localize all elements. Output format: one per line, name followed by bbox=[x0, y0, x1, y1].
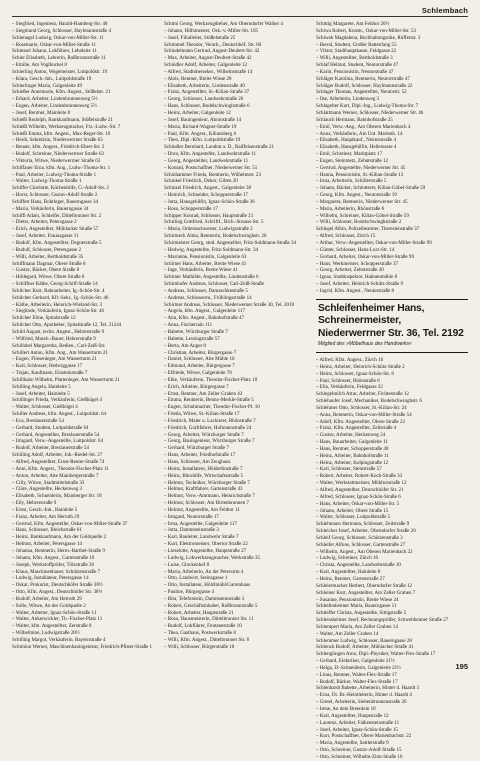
directory-entry: – Gretel, Arbeiterin, Siebenbrunnenstraße 26 bbox=[316, 699, 407, 706]
directory-entry: – Trajan, Kaufmann, Einsteinstraße 7 bbox=[12, 370, 88, 377]
directory-entry: – Siegmund Georg, Schlosser, Haylmannstraße 4 bbox=[12, 27, 112, 34]
directory-entry: – Erhard, Arbeiter, Lindenbrunnenweg 5½ bbox=[12, 96, 98, 103]
directory-entry: – Ludwig, Schreiner, Zürch 16 bbox=[316, 555, 379, 562]
directory-entry: Schleiermacher Herbert, Oberndorfer Straße 12 bbox=[316, 582, 412, 589]
directory-entry: Schlempert Maria, Am Zeller Graben 14 bbox=[316, 623, 398, 630]
directory-entry: Schießl Rudolph, Bankkaufmann, Stößelstraße 21 bbox=[12, 116, 113, 123]
advertisement-member-note: Mitglied des »Möbelhaus des Handwerks« bbox=[318, 340, 412, 347]
directory-entry: – Elisabeth, Arbeiterin, Lindenstraße 40 bbox=[164, 82, 245, 89]
directory-entry: – Rudolf, Arbeiter, Breslauerstraße 54 bbox=[12, 445, 89, 452]
directory-entry: – Alfred, Angestellter, Ernst-Reuter-Straße 74 bbox=[12, 459, 105, 465]
directory-entry: – Dora, Kfm. Angestellte, Landwehrstraße 11 bbox=[164, 151, 257, 158]
directory-entry: – Georg, Arbeiter, Zehntstraße 30 bbox=[316, 267, 384, 274]
directory-entry: – Rudolf, Kfm. Angestellter, Degnerstraße 5 bbox=[12, 240, 102, 246]
directory-entry: Schinkel Friedrich, Dekor, Gilten 20 bbox=[164, 178, 238, 185]
directory-entry: – Franz, Arbeiter, Am Herroth 29 bbox=[12, 513, 80, 520]
directory-entry: – Karl, Schlosser, Hedwiggasse 17 bbox=[12, 363, 83, 370]
directory-entry: – Erna, Dr. Br.-Heimleiterin, Hinter d. Haardt 4 bbox=[316, 692, 412, 699]
directory-entry: – Josef, Arbeiter, Fraunagasse 11 bbox=[12, 233, 79, 240]
directory-entry: – Johanna, Rentnerin, Herm.-Barthel-Straße 9 bbox=[12, 547, 105, 554]
directory-entry: Schießer Annemarie, Kfm. Angest., Stößelstr. 21 bbox=[12, 89, 111, 96]
directory-entry: – Emil, Verw.-Ang., Am Oberen Marienbach 4 bbox=[316, 123, 411, 130]
directory-entry: – Heinz, Rentner, Gartenstraße 27 bbox=[316, 575, 385, 582]
directory-entry: – Heinz, Arbeiter, Heinrich-Schütz-Straße 2 bbox=[316, 363, 405, 370]
directory-entry: – Heidi, Sekretärin, Niederwerrner Straße 63 bbox=[12, 137, 103, 144]
directory-entry: – Walter, Schlosser, Gießhügel 4 bbox=[12, 404, 78, 411]
directory-entry: – Klaus, Maschinenbauer, Schützenstraße 7 bbox=[12, 568, 101, 575]
directory-entry: Schilling Angela, Hainleite 5 bbox=[12, 383, 71, 390]
directory-entry: – Helga, D.-Schneiderin, Galgenleite 21½ bbox=[316, 664, 401, 671]
directory-entry: – Wilhelm, Schreiner, Kilian-Göbel-Straße 59 bbox=[316, 212, 409, 219]
directory-entry: – Irma, Angestellte, Galgenleite 117 bbox=[164, 520, 237, 527]
directory-entry: – Alois, Rentner, Breite Wiese 28 bbox=[164, 75, 232, 82]
directory-entry: – Hans, Rentner, Schopperstraße 40 bbox=[316, 445, 389, 452]
directory-entry: – Maria, Richard-Wagner-Straße 19 bbox=[164, 123, 237, 130]
directory-entry: Schillabel Margaretha, Bedien., Carl-Zeiß-Str. bbox=[12, 342, 106, 349]
directory-entry: – Eugen, Fliesenleger, Am Wasserturm 21 bbox=[12, 356, 97, 363]
directory-entry: – Karin, Pensionistin, Neutorstraße 47 bbox=[316, 68, 394, 75]
directory-entry: – Wilhelm, Angest., Am Oberen Marienbach 22 bbox=[316, 548, 413, 555]
directory-entry: – Erich, Arbeiter, Bürgergasse 7 bbox=[164, 383, 229, 390]
directory-entry: – Elisabeth, Schneiderin, Mainberger Str. 18 bbox=[12, 493, 102, 500]
directory-entry: Schleifenheimer Maria, Bauerngasse 11 bbox=[316, 603, 397, 610]
directory-entry: – Gerhard, Würzburger Straße 7 bbox=[164, 445, 229, 452]
directory-entry: – Otto, Schreiner, Wilhelm-Zinn-Straße 16 bbox=[316, 753, 403, 760]
directory-entry: – Maria, Arbeiterin, An der Petersirm 4 bbox=[164, 568, 244, 575]
directory-entry: – Helmut, Arbeiter, Petersgasse 14 bbox=[12, 541, 82, 548]
directory-entry: Schlattmann Werner, Schlosser, Niederwerner Str. 46 bbox=[316, 109, 424, 116]
directory-entry: – Gustav, Arbeiter, Heckenweg 24 bbox=[316, 432, 386, 439]
directory-entry: – Georg, Schlosser, Landwehrstraße 26 bbox=[164, 96, 244, 103]
directory-entry: – Adolf, Kfm. Angestellter, Obere Straße 22 bbox=[316, 418, 406, 425]
directory-entry: – Hans, Arbeiter, Oskar-von-Miller-Str. 5 bbox=[316, 500, 400, 507]
directory-entry: – Laurenz, Arbeiter, Falkensteinstraße 11 bbox=[316, 719, 400, 726]
directory-entry: – Hans, Werkmeister, Schopperstraße 37 bbox=[316, 260, 398, 267]
directory-entry: – Helmut, Schlosser, Am Hirtenbrunnen 7 bbox=[164, 500, 249, 507]
directory-entry: Schindler Adolf, Arbeiter, Galgenleite 12 bbox=[164, 62, 248, 69]
directory-entry: – Kurt, Elektromeister, Obertor Straße 22 bbox=[164, 541, 248, 548]
directory-entry: Schilling Adolf, Arbeiter, Joh.-Riedel-Str. 27 bbox=[12, 452, 103, 459]
directory-entry: – Josef, Arbeiter, Heinrich-Schütz-Straße 9 bbox=[316, 281, 403, 288]
directory-entry: – Viktoria, Witwe, Niederwerrner Straße 63 bbox=[12, 157, 101, 164]
directory-entry: – Daniel, Schlosser, Alte Mühle 10 bbox=[164, 356, 235, 363]
directory-entry: – Jutta, Hausgehilfin, Ignaz-Schön-Straße 36 bbox=[164, 198, 255, 205]
directory-entry: – Hanna, Pensionistin, St.-Kilian-Straße 13 bbox=[316, 171, 404, 178]
directory-entry: Schillert Anton, Kfm. Ang., Am Wasserturm 21 bbox=[12, 349, 108, 356]
directory-entry: – Otto, Installateur, Hölzlmühl/Gartenhaus bbox=[164, 582, 251, 589]
directory-entry: – Josef, Filialleiter, Stößelstraße 25 bbox=[164, 34, 236, 41]
directory-entry: – Renate, kfm. Angest., Friedrich-Ebert-Str. 2 bbox=[12, 144, 105, 151]
directory-entry: Schierlinger Maria, Galgenleite 49 bbox=[12, 82, 83, 89]
directory-entry: – Heinz, Arbeiter, Bahnhofstraße 11 bbox=[316, 452, 389, 459]
directory-entry: – Andreas, Schlosserm., Frühlingsstraße 14 bbox=[164, 294, 252, 301]
directory-entry: – Helmut, Verw.-Amtmann, Heinrichstraße 7 bbox=[164, 493, 255, 500]
directory-entry: Schindler Bernhard, Landrat a. D., Raiffeisenstraße 21 bbox=[164, 144, 275, 151]
directory-entry: – Cilly, Witwe, Stadtmittelstraße 33 bbox=[12, 479, 85, 486]
directory-entry: – Karl, Schlosser, Steinstraße 57 bbox=[316, 466, 382, 473]
directory-entry: – Linus, Rentner, Walter-Flex-Straße 17 bbox=[316, 671, 397, 678]
directory-entry: Schiffer Charlotte, Küchenhilfe, G.-Adolf-Str. 2 bbox=[12, 185, 109, 192]
directory-entry: – Paul, Schlosser, Rhönstraße 6 bbox=[316, 377, 380, 384]
directory-entry: – Helmut, Kraftfahrer, Gartenstraße 43 bbox=[164, 486, 243, 493]
directory-entry: – Johann, Kfm. Angest., Gartenstraße 10 bbox=[12, 554, 95, 561]
directory-entry: Schindelmann Gertrud, August-Deubert-Str. 42 bbox=[164, 48, 260, 55]
directory-entry: – Lieselotte, Angestellte, Hauptstraße 27 bbox=[164, 547, 247, 554]
directory-entry: – Hans, Arbeiter, Friedhofstraße 17 bbox=[164, 452, 236, 459]
directory-entry: Schlauch Hermann, Bahnhofstraße 25 bbox=[316, 116, 393, 123]
directory-entry: Schinhammer Frieda, Rentnerin, Wilhelmstr. 23 bbox=[164, 171, 261, 178]
directory-entry: – Maria, Verkäuferin, Bauerngasse 34 bbox=[12, 205, 89, 212]
directory-entry: – Georg, Bauingenieur, Würzburger Straße 7 bbox=[164, 438, 255, 445]
directory-entry: – Arthur, Verw.-Angestellter, Oskar-von-Miller-Straße 99 bbox=[316, 240, 432, 246]
advertisement-line: Schreinermeister, bbox=[318, 315, 402, 327]
directory-entry: – Ilse, Arbeiterin, Lindenweg 3 bbox=[316, 96, 380, 103]
directory-entry: – Frieda, Witwe, St.-Kilian-Straße 17 bbox=[164, 411, 240, 418]
directory-entry: – Otto, Schreiner, Gustav-Adolf-Straße 15 bbox=[316, 747, 402, 754]
directory-entry: – Karl, Bauleiter, Landwehr Straße 7 bbox=[164, 534, 239, 541]
directory-entry: – Cläre, Angestellte, Heckenweg 3 bbox=[12, 486, 83, 493]
directory-entry: – Walter, Ludwig-Thoma-Straße 1 bbox=[12, 178, 82, 185]
directory-entry: – Ernst, Rentner, Am Zeller Graben 43 bbox=[164, 390, 243, 397]
directory-entry: – Heinz, Schlosser, Ignaz-Schön-Str. 8 bbox=[316, 370, 394, 377]
directory-entry: Schiwa Robert, Konstr., Oskar-von-Miller-Str. 53 bbox=[316, 27, 416, 34]
directory-entry: – Max, Arbeiter, August-Deubert-Straße 42 bbox=[164, 55, 252, 62]
directory-entry: Schimion Werner, Maschinenbauingenieur, Friedrich-Pfister-Straße 1 bbox=[12, 643, 152, 650]
directory-entry: – Ella, Verkäuferin, Feldgasse 22 bbox=[316, 384, 383, 391]
directory-entry: – Alfred, Schlosser, Zürch 15 bbox=[316, 233, 376, 240]
directory-entry: – Oskar, Prokurist, Deutschhöfer Straße 38½ bbox=[12, 582, 103, 589]
directory-entry: – Rosemarie, Oskar-von-Miller-Straße 11 bbox=[12, 41, 96, 48]
directory-entry: – Josef, Bauingenieur, Ahornstraße 14 bbox=[164, 116, 242, 123]
directory-entry: – Helmut, Angestellte, Am Feldtor 11 bbox=[164, 506, 240, 513]
directory-entry: – Otto, Landwirt, Steinsgasse 1 bbox=[164, 575, 228, 582]
directory-entry: – Johann, Bäcker, Schlotterer, Kilian-Göbel-Straße 59 bbox=[316, 185, 426, 192]
directory-entry: Schiffl Adam, Schleifer, Dittelbrunner Str. 2 bbox=[12, 212, 102, 219]
advertisement-line: Schleifenheimer Hans, bbox=[318, 302, 425, 314]
directory-entry: Schillinger Frieda, Verkäuferin, Gießhügel 4 bbox=[12, 397, 102, 404]
directory-entry: Schirmeck Alma, Rentnerin, Bodelschwinghstr. 28 bbox=[164, 233, 267, 240]
directory-entry: Schläger Karolina, Rentnerin, Neutorstraße 47 bbox=[316, 75, 410, 82]
directory-entry: – Schiffner Käthe, Georg-Schiff-Straße 14 bbox=[12, 281, 98, 288]
directory-entry: Schilcher Otto, Apotheker, Spitalstraße 12, Tel. 21244 bbox=[12, 322, 122, 329]
directory-entry: Schlehaufer Josef, Mechaniker, Bodelschwinghstr. 6 bbox=[316, 398, 422, 405]
directory-entry: – Irmgard, Neutorstraße 17 bbox=[164, 513, 219, 520]
directory-entry: – Hildegard, Witwe, Obere Straße 8 bbox=[12, 274, 85, 281]
directory-entry: Schittig Margarete, Am Feldtor 20½ bbox=[316, 21, 390, 27]
directory-entry: – Rudolf, Lokführer, Fontanestraße 10 bbox=[164, 623, 242, 630]
directory-entry: Schier Elisabeth, Lehrerin, Roßbrunnstraße 11 bbox=[12, 55, 106, 62]
directory-entry: – Elly, Hebrerstraße 9 bbox=[12, 500, 57, 507]
directory-entry: Schirnhofer Andreas, Schlosser, Carl-Zeiß-Straße bbox=[164, 281, 265, 288]
directory-entry: – Willi, Kfm. Angest., Dittelbrunner Str. 8 bbox=[164, 636, 250, 643]
directory-entry: – Hans, Schlosser, Am Zeughaus bbox=[164, 459, 231, 465]
directory-entry: – Hans, Schlosser, Bleichstraße 61 bbox=[12, 527, 82, 534]
directory-entry: – Karl, Angestellter, Hauptstraße 12 bbox=[316, 712, 389, 719]
directory-entry: Schimi Georg, Werkzeugdreher, Am Oberndorfer Walher 4 bbox=[164, 21, 283, 27]
directory-entry: – Hedwig, Angestellte, Fritz-Soldmann-Str. 34 bbox=[164, 246, 259, 253]
directory-entry: – Robert, Arbeiter, Robert-Koch-Straße 33 bbox=[316, 473, 403, 480]
directory-entry: – Robert, Geschäftsinhaber, Roßbrunnstraße 5 bbox=[164, 602, 258, 609]
directory-entry: – Klara, Gesch.-Inh., Luitpoldstraße 19 bbox=[12, 75, 92, 82]
directory-entry: Schlagelter Kurt, Dipl.-Ing., Ludwig-Thoma-Str. 7 bbox=[316, 103, 419, 110]
directory-entry: – Thea, Gasthaus, Postwerkstraße 8 bbox=[164, 630, 236, 637]
directory-entry: – Berta, Am Anger 8 bbox=[164, 342, 206, 349]
directory-entry: Schilcher Eline, Spitalstraße 12 bbox=[12, 315, 76, 322]
directory-entry: – Susanne, Pensionistin, Breite Wiese 24 bbox=[316, 596, 399, 603]
directory-entry: Schlehmer Otto, Schlosser, St.-Kilian-Str. 24 bbox=[316, 404, 407, 411]
directory-entry: – Bernd, Student, Großer Rattenfang 55 bbox=[316, 41, 397, 48]
directory-entry: – Heinz, Installateur, Hölderlinstraße 7 bbox=[164, 465, 243, 472]
directory-entry: – Emma, Rentnerin, Benno-Merkle-Straße 5 bbox=[164, 397, 254, 404]
directory-entry: – Alfred, Schlosser, Ignaz-Schön-Straße 6 bbox=[316, 493, 401, 500]
directory-entry: – Robert, Arbeiter, Hauptstraße 21 bbox=[164, 609, 234, 616]
directory-entry: – Heinrich, Schneider, Schopperstraße 17 bbox=[164, 192, 248, 199]
header-rule bbox=[12, 16, 468, 17]
directory-entry: Schleissheimer Josef, Rechnungsprüfer, Schwebheimer Straße 27 bbox=[316, 617, 449, 624]
directory-entry: – Walter, Arbeiter, Ignaz-Schön-Straße 11 bbox=[12, 609, 97, 616]
directory-entry: Schlager Thomas, Angestellter, Neutorstr. 52 bbox=[316, 89, 407, 96]
directory-entry: – Paul, Kfm. Angest., Kiliansberg 6 bbox=[164, 130, 237, 137]
directory-entry: Schleif Georg, Schlosser, Schützenstraße 3 bbox=[316, 534, 403, 541]
directory-entry: – Luise, Glockenhof 8 bbox=[164, 561, 210, 568]
directory-entry: – Christa, Angestellte, Landwehrstraße 10 bbox=[316, 562, 401, 569]
column-1 bbox=[12, 21, 159, 661]
directory-entry: – Gerhard, Student, Luitpoldstraße 64 bbox=[12, 424, 89, 431]
directory-entry: – Maria, Ordensschwester, Ludwigsstraße 2 bbox=[164, 226, 253, 233]
directory-entry: – Käthe, Arbeiterin, Heinrich-Wieland-Str. 3 bbox=[12, 301, 102, 308]
directory-entry: Schilcher Kurt, Bahnarbeiter, Ig.-Schön-Str. 4 bbox=[12, 287, 105, 294]
directory-entry: – Dieter, Arbeiter, Petersgasse 2 bbox=[12, 219, 77, 226]
directory-entry: – Eugen, Schuhmacher, Theodor-Fischer-Pl. 10 bbox=[164, 404, 260, 411]
directory-entry: Schleiner Kurt, Angestellter, Am Zeller Graben 7 bbox=[316, 589, 416, 596]
directory-entry: – Emil, Schreiner, Marktplatz 17 bbox=[316, 151, 383, 158]
directory-entry: – Ludwig, Installateur, Petersgasse 14 bbox=[12, 575, 89, 582]
directory-entry: – Karl, Angestellter, Hainleite 8 bbox=[316, 569, 381, 576]
directory-entry: Schilcher Gerhard, Kfr.-Sekr., Ig.-Schön-Str. 46 bbox=[12, 294, 109, 301]
directory-entry: – Rita, Telefonistin, Dammsteinstraße 3 bbox=[164, 595, 245, 602]
directory-entry: Schiffmann Dagmar, Obere Straße 8 bbox=[12, 260, 86, 267]
directory-entry: – Elfriede, Witwe, Galgenleite 78 bbox=[164, 370, 232, 377]
directory-entry: Schießl Wilhelm, Werkzeugmacher, Frz.-Ludw.-Str. 7 bbox=[12, 123, 121, 130]
directory-entry: – Margareta, Rentnerin, Niederwerner Str. 45 bbox=[316, 198, 408, 205]
directory-entry: Schleifer Alfons, Schlosser, Gartenstraße 27 bbox=[316, 541, 406, 548]
directory-entry: – Anna, Rentnerin, Oskar-von-Miller-Straße 54 bbox=[316, 411, 412, 418]
directory-entry: – Walter, Am Zeller Graben 14 bbox=[316, 630, 379, 637]
directory-entry: – Friedrich, Graftfahrer, Hofmannstraße 24 bbox=[164, 424, 252, 431]
directory-entry: Schimmel Theodor, Verarb., Deutschhöf. Str. 60 bbox=[164, 41, 262, 48]
directory-entry: – Walter, Schlosser, Luitpoldstraße 5 bbox=[316, 514, 391, 521]
directory-entry: – Friedrich, Maler u. Lackierer, Rhönstraße 7 bbox=[164, 417, 256, 424]
directory-entry: Schienagel Ludwig, Oskar-von-Miller-Str. 11 bbox=[12, 34, 104, 41]
directory-entry: – Rosa, Hausmeisterin, Dittelbrunner Str. 11 bbox=[164, 616, 254, 623]
directory-entry: – Gerhard, Elektriker, Galgenleite 21½ bbox=[316, 658, 395, 665]
directory-entry: Schirner Mathilde, Angestellte, Lindenstraße 6 bbox=[164, 274, 259, 281]
directory-entry: – Georg, Angestellter, Landwehrstraße 11 bbox=[164, 157, 249, 164]
directory-entry: – Heinz, Arbeiter, Kolpingstraße 12 bbox=[316, 459, 389, 466]
directory-entry: – Alfred, Stadtoberseker., Wilhelmstraße 14 bbox=[164, 68, 253, 75]
directory-entry: – Horst, Schlosser, Gustav-Adolf-Straße 2 bbox=[12, 192, 98, 199]
directory-entry: – Johann, Arbeiter, Obere Straße 15 bbox=[316, 507, 389, 514]
directory-entry: Schiffauer Erna, kfm. Ang., Ludw.-Thoma-Str. 1 bbox=[12, 164, 111, 171]
directory-entry: – Babette, Lessingstraße 57 bbox=[164, 335, 220, 342]
directory-entry: – Kurt, Postschaffner, Obere Marienbachstr. 22 bbox=[316, 733, 412, 740]
directory-entry: – Ernst, Gesch.-Inh., Hainleite 5 bbox=[12, 506, 78, 513]
directory-entry: – Elisabeth, Hausgehilfin, Hellersasse 4 bbox=[316, 144, 397, 151]
directory-entry: – Heinz, Arbeiter, Galgenleite 12 bbox=[164, 109, 231, 116]
directory-entry: – Siegfried, Ingenieur, Harald-Hamberg-Str. 48 bbox=[12, 21, 108, 27]
directory-entry: – Gertrud, Angestellte, Niederwerner Str. 45 bbox=[316, 164, 406, 171]
directory-entry: – Angela, kfm. Angest., Galgenleite 117 bbox=[164, 308, 245, 315]
directory-entry: Schiller Andreas, kfm. Angest., Luitpoldstr. 64 bbox=[12, 411, 107, 418]
directory-entry: Schlenck Rudolf, Arbeiter, Mühlacker Straße 41 bbox=[316, 644, 414, 651]
directory-entry: – Ann, Kfm. Angest., Bahnhofstraße 47 bbox=[164, 315, 245, 322]
directory-entry: Schirling Gottfried, Schriftf., Rich.-Strauss-Str. 5 bbox=[164, 219, 264, 226]
directory-entry: Schiffert Hans, Rohrleger, Bauerngasse 34 bbox=[12, 198, 99, 205]
directory-entry: – Anna, Verkäuferin, Am Unt. Marienb. 14 bbox=[316, 130, 403, 137]
directory-entry: – Paul, Arbeiter, Ludwig-Thoma-Straße 1 bbox=[12, 171, 97, 178]
directory-entry: – Walter, Werkstattmeister, Mühltorstraße 12 bbox=[316, 480, 407, 487]
directory-entry: – Hans, Bauarbeiter, Galgenleite 11 bbox=[316, 439, 388, 446]
directory-entry: – Emilie, Am Voglbuckel 8 bbox=[12, 62, 67, 69]
directory-entry: – Irene, An dem Breenlein 10 bbox=[316, 706, 376, 712]
directory-entry: – Günter, Schlosser, Hans-Lurz-Str. 14 bbox=[316, 246, 395, 253]
directory-entry: – Irmgard, Verw.-Angestellte, Luitpoldstr. 64 bbox=[12, 438, 103, 445]
directory-entry: Schirmeister Georg, stud. Angestellter, Fritz-Soldmann-Straße 34 bbox=[164, 240, 297, 246]
running-head: Schlembach bbox=[421, 6, 468, 15]
directory-entry: Schlehmann Hermann, Schlosser, Zeilstraße 9 bbox=[316, 521, 410, 528]
directory-entry: – Maria, Angestellte, Sattlerstraße 9 bbox=[316, 740, 389, 747]
directory-entry: – Alfred, Kfm. Angest., Zürch 16 bbox=[316, 356, 384, 363]
directory-entry: – Jutta, Dammsteinstraße 3 bbox=[164, 527, 219, 534]
directory-entry: – Walter, Ankerwickler, Th.-Fischer-Platz 11 bbox=[12, 616, 103, 623]
directory-entry: – Wilhelmine, Ludwigstraße 20½ bbox=[12, 630, 80, 637]
directory-entry: – Sofie, Witwe, An der Goldquelle 2 bbox=[12, 602, 86, 609]
directory-entry: – Eugen, Arbeiter, Lindenbrunnenweg 5½ bbox=[12, 103, 97, 110]
directory-entry: – Christian, Arbeiter, Bürgergasse 7 bbox=[164, 349, 237, 356]
directory-entry: – Gerhard, Arbeiter, Oskar-von-Miller-Straße 99 bbox=[316, 253, 414, 260]
directory-entry: – Anna, Fischerrain 111 bbox=[164, 322, 213, 329]
directory-entry: – Alfred, Angestellter, Deutschhöfer Str. 21 bbox=[316, 487, 404, 493]
directory-entry: – Edmund, Arbeiter, Bürgergasse 7 bbox=[164, 363, 235, 370]
directory-entry: – Josef, Arbeiter, Hainleite 5 bbox=[12, 390, 70, 397]
directory-entry: Schiwek Magdalena, Buchhaltungsräte, Rüfferstr. 3 bbox=[316, 34, 421, 41]
directory-entry: Schlenglingen Arno, Dipl.-Physiker, Walter-Flex-Straße 17 bbox=[316, 651, 436, 658]
directory-entry: – Otto, Kfm. Angest., Deutschhöfer Str. 38½ bbox=[12, 589, 103, 596]
directory-entry: Schleicher Josef, Arbeiter, Oberndorfer Straße 20 bbox=[316, 528, 416, 535]
directory-entry: – Eugen, Steinmetz, Zehntstraße 12 bbox=[316, 157, 389, 164]
directory-entry: – Franz, Angestellter, St.-Kilian-Straße 37 bbox=[164, 89, 250, 96]
page-number: 195 bbox=[455, 662, 468, 671]
directory-entry: – Heinz, Bankkaufmann, Am der Goldquelle 2 bbox=[12, 534, 107, 541]
directory-entry: Schiessel Johann, Lokführer, Lehnleite 11 bbox=[12, 48, 97, 55]
directory-entry: Schipper Konrad, Schlosser, Hauptstraße 21 bbox=[164, 212, 254, 219]
directory-entry: – Walter, kfm. Angestellter, Zerstraße 8 bbox=[12, 623, 92, 630]
directory-entry: – Helmut, Techniker, Würzburger Straße 7 bbox=[164, 479, 250, 486]
directory-entry: – Andreas, Schlosser, Damaschkestraße 5 bbox=[164, 287, 248, 294]
directory-entry: – Josef, Arbeiter, Ignaz-Schön-Straße 15 bbox=[316, 726, 398, 733]
directory-entry: – Franz, Kfm. Angestellter, Zeilstraße 4 bbox=[316, 425, 397, 432]
directory-entry: – Maria, Arbeiterin, Rhönstraße 6 bbox=[316, 205, 385, 212]
directory-entry: – Josef, Rentner, Mainleite 8 bbox=[12, 109, 71, 116]
directory-entry: – Rudolf, Arbeiter, Am Herroth 29 bbox=[12, 595, 82, 602]
directory-entry: – Ingrid, Kfm. Angest., Neutorstraße 8 bbox=[316, 287, 395, 294]
directory-entry: – Konrad, Postschaffner, Niederwerner Str. 51 bbox=[164, 164, 258, 171]
directory-entry: Schleiffer Christa, Angestellte, Sittigstraße 5 bbox=[316, 610, 407, 617]
directory-entry: Schierling Anton, Wegemeister, Luitpoldstr. 19 bbox=[12, 68, 108, 75]
directory-entry: – Gustav, Bäcker, Obere Straße 8 bbox=[12, 267, 80, 274]
directory-entry: Schild August, techn. Angest., Hebrerstraße 9 bbox=[12, 328, 105, 335]
directory-entry: Schlegel Albin, Polizeibeamter, Theresienstraße 37 bbox=[316, 226, 420, 233]
directory-entry: – Heinz, Bürohilfe, Wirtschaftsstraße 5 bbox=[164, 472, 244, 479]
directory-entry: Schirmer Andreas, Schlosser, Niederwerner Straße 30, Tel. 2010 bbox=[164, 301, 295, 308]
directory-entry: – Rudolf, Schreiner, Niederwerrner Straße 63 bbox=[12, 151, 104, 158]
directory-entry: – Inge, Verkäuferin, Breite Wiese 41 bbox=[164, 267, 238, 274]
directory-entry: – Ludwig, Lokwerkzeugmacher, Werkstraße 35 bbox=[164, 554, 260, 561]
advertisement-line: Niederwerrner Str. 36, Tel. 2192 bbox=[318, 327, 464, 339]
directory-entry: – Willi, Arbeiter, Bertholdstraße 35 bbox=[12, 253, 84, 260]
directory-entry: – Johann, Hilfsmeister, Osk.-v.-Miller-Str. 105 bbox=[164, 27, 258, 34]
directory-entry: – Rudolf, Schlosser, Petersgasse 2 bbox=[12, 246, 82, 253]
directory-entry: – Rosa, Schopperstraße 17 bbox=[164, 205, 218, 212]
directory-entry: – Elisabeth, Hauptkauf., Neutorstraße 4 bbox=[316, 137, 397, 144]
directory-entry: – Erich, Angestellter, Mühlacker Straße 57 bbox=[12, 226, 99, 233]
directory-entry: – Wilfried, Masch.-Bauer, Hebrerstraße 9 bbox=[12, 335, 96, 342]
directory-entry: Schläger Rudolf, Schlosser, Haylmannstraße 22 bbox=[316, 82, 413, 89]
directory-entry: – Eva, Breslauerstraße 54 bbox=[12, 417, 64, 424]
directory-entry: Schillhahn Wilhelm, Plattenleger, Am Wasserturm 21 bbox=[12, 376, 120, 383]
directory-entry: – Pauline, Bürgergasse 4 bbox=[164, 589, 214, 596]
directory-entry: Schießl Emma, kfm. Angest., Max-Reger-Str. 10 bbox=[12, 130, 111, 137]
directory-entry: Schilling Margot, Verkäuferin, Bayernstraße 4 bbox=[12, 636, 106, 643]
column-2 bbox=[164, 21, 311, 661]
directory-entry: – Rudolf, Bäcker, Walter-Flex-Straße 17 bbox=[316, 678, 398, 685]
directory-entry: – Ignaz, Stadtinspektor, Hahnenmühle 8 bbox=[316, 274, 398, 281]
directory-entry: – Babette, Würzburger Straße 7 bbox=[164, 328, 228, 335]
directory-entry: – Georg, Kfm. Angest., Neutorstraße 19 bbox=[316, 192, 397, 199]
directory-entry: – Willi, Schlosser, Bürgerstraße 10 bbox=[164, 643, 235, 650]
directory-entry: – Elke, Verkäuferin, Theodor-Fischer-Platz 10 bbox=[164, 376, 258, 383]
directory-entry: – Joseph, Werkstoffprüfer, Tölzstraße 26 bbox=[12, 561, 95, 568]
directory-entry: – Viktor, Stadthauptkasse, Feldgasse 22 bbox=[316, 48, 397, 55]
directory-entry: – Marianne, Pensionistin, Galgenleite 63 bbox=[164, 253, 247, 260]
directory-entry: – Hans, Schlosser, Bodelschwinghstraße 6 bbox=[164, 103, 250, 110]
directory-entry: – Georg, Arbeiter, Würzburger Straße 7 bbox=[164, 431, 244, 438]
directory-entry: – Irma, Arbeiterin, Schillerstraße 5 bbox=[316, 178, 387, 185]
directory-entry: – Anni, Kfm. Angest., Theodor-Fischer-Platz 11 bbox=[12, 465, 109, 472]
directory-entry: Schlemmer Ludwig, Schlosser, Bauerngasse 28 bbox=[316, 637, 412, 644]
directory-entry: – Gerhard, Angestellter, Breslauerstraße 54 bbox=[12, 431, 100, 438]
directory-entry: – Gertrud, Kfm. Angestellte, Oskar-von-Miller-Straße 37 bbox=[12, 520, 128, 527]
directory-entry: – Anton, Arbeiter, Alte Mainbergerstraße 7 bbox=[12, 472, 99, 479]
directory-entry: Schlegelmilch Artur, Arbeiter, Fichtestraße 12 bbox=[316, 391, 409, 398]
directory-entry: – Sieglinde, Verkäuferin, Ignaz-Schön-Str. 46 bbox=[12, 308, 104, 315]
directory-entry: – Theo, Dipl.-Kfm. Luitpoldstraße 19 bbox=[164, 137, 241, 144]
directory-entry: – Willi, Angestellter, Bertholdstraße 3 bbox=[316, 55, 393, 62]
directory-entry: Schinzel Friedrich, Angest., Galgenleite 38 bbox=[164, 185, 252, 192]
directory-entry: – Willi, Schlosser, Bodelschwinghstraße 2 bbox=[316, 219, 402, 226]
directory-entry: Schlenhardt Babette, Arbeiterin, Hinter d. Haardt 3 bbox=[316, 685, 420, 692]
advertisement-box bbox=[316, 299, 468, 353]
directory-entry: Schlaf Helmut, Student, Neutorstraße 47 bbox=[316, 62, 399, 69]
directory-entry: Schirner Hans, Arbeiter, Breite Wiese 41 bbox=[164, 260, 247, 267]
